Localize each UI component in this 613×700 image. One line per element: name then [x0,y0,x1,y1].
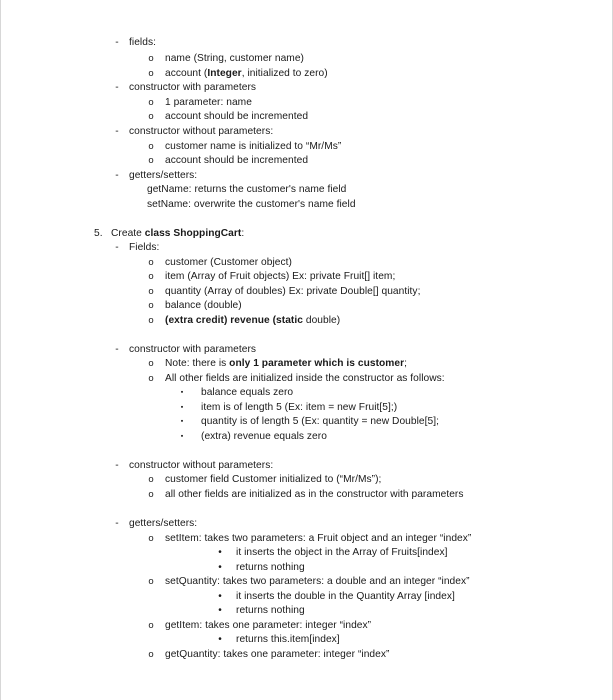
ctor-sub-text: item is of length 5 (Ex: item = new Fruit[5];) [201,402,398,413]
dash-bullet: - [115,170,119,181]
ctor-sub-text: (extra) revenue equals zero [201,431,327,442]
ctor-sub-text: balance equals zero [201,387,294,398]
getname-text: getName: returns the customer's name field [147,184,347,195]
circle-bullet: o [148,111,154,122]
ctor-noparam-text: all other fields are initialized as in the constructor with parameters [165,489,464,500]
section-title: Create class ShoppingCart: [111,228,245,239]
cart-fields-label: Fields: [129,242,160,253]
circle-bullet: o [148,286,154,297]
dash-bullet: - [115,126,119,137]
dash-bullet: - [115,460,119,471]
setitem-text: setItem: takes two parameters: a Fruit object and an integer “index” [165,533,472,544]
circle-bullet: o [148,300,154,311]
dot-bullet: • [218,605,222,616]
circle-bullet: o [148,271,154,282]
ctor-noparam-text: customer name is initialized to “Mr/Ms” [165,141,342,152]
circle-bullet: o [148,315,154,326]
square-bullet: ▪ [180,418,184,425]
square-bullet: ▪ [180,433,184,440]
customer-ctor-params-label: constructor with parameters [129,82,257,93]
square-bullet: ▪ [180,389,184,396]
circle-bullet: o [148,68,154,79]
circle-bullet: o [148,489,154,500]
dash-bullet: - [115,344,119,355]
setquantity-detail-text: returns nothing [236,605,305,616]
dash-bullet: - [115,82,119,93]
ctor-note-text: Note: there is only 1 parameter which is customer; [165,358,408,369]
circle-bullet: o [148,373,154,384]
section-number: 5. [94,228,103,239]
dot-bullet: • [218,634,222,645]
customer-ctor-noparams-label: constructor without parameters: [129,126,274,137]
circle-bullet: o [148,97,154,108]
ctor-noparam-text: account should be incremented [165,155,309,166]
cart-ctor-noparams-label: constructor without parameters: [129,460,274,471]
circle-bullet: o [148,53,154,64]
field-text: balance (double) [165,300,242,311]
circle-bullet: o [148,533,154,544]
circle-bullet: o [148,620,154,631]
field-account-text: account (Integer, initialized to zero) [165,68,328,79]
cart-ctor-params-label: constructor with parameters [129,344,257,355]
setitem-detail-text: returns nothing [236,562,305,573]
ctor-sub-text: quantity is of length 5 (Ex: quantity = new Double[5]; [201,416,440,427]
circle-bullet: o [148,141,154,152]
dot-bullet: • [218,547,222,558]
getquantity-text: getQuantity: takes one parameter: integer “index” [165,649,390,660]
field-text: item (Array of Fruit objects) Ex: private Fruit[] item; [165,271,396,282]
field-revenue-text: (extra credit) revenue (static double) [165,315,341,326]
dash-bullet: - [115,518,119,529]
circle-bullet: o [148,257,154,268]
dash-bullet: - [115,242,119,253]
circle-bullet: o [148,649,154,660]
ctor-noparam-text: customer field Customer initialized to (“Mr/Ms”); [165,474,382,485]
field-name-text: name (String, customer name) [165,53,304,64]
circle-bullet: o [148,474,154,485]
ctor-param-text: 1 parameter: name [165,97,252,108]
ctor-all-other-text: All other fields are initialized inside the constructor as follows: [165,373,445,384]
square-bullet: ▪ [180,404,184,411]
dash-bullet: - [115,37,119,48]
circle-bullet: o [148,155,154,166]
field-text: customer (Customer object) [165,257,292,268]
customer-getset-label: getters/setters: [129,170,198,181]
circle-bullet: o [148,358,154,369]
getitem-text: getItem: takes one parameter: integer “index” [165,620,372,631]
setitem-detail-text: it inserts the object in the Array of Fruits[index] [236,547,448,558]
getitem-detail-text: returns this.item[index] [236,634,340,645]
circle-bullet: o [148,576,154,587]
setquantity-text: setQuantity: takes two parameters: a double and an integer “index” [165,576,470,587]
customer-fields-label: fields: [129,37,156,48]
ctor-param-text: account should be incremented [165,111,309,122]
dot-bullet: • [218,562,222,573]
setname-text: setName: overwrite the customer's name field [147,199,356,210]
field-text: quantity (Array of doubles) Ex: private Double[] quantity; [165,286,421,297]
setquantity-detail-text: it inserts the double in the Quantity Array [index] [236,591,455,602]
cart-getset-label: getters/setters: [129,518,198,529]
dot-bullet: • [218,591,222,602]
